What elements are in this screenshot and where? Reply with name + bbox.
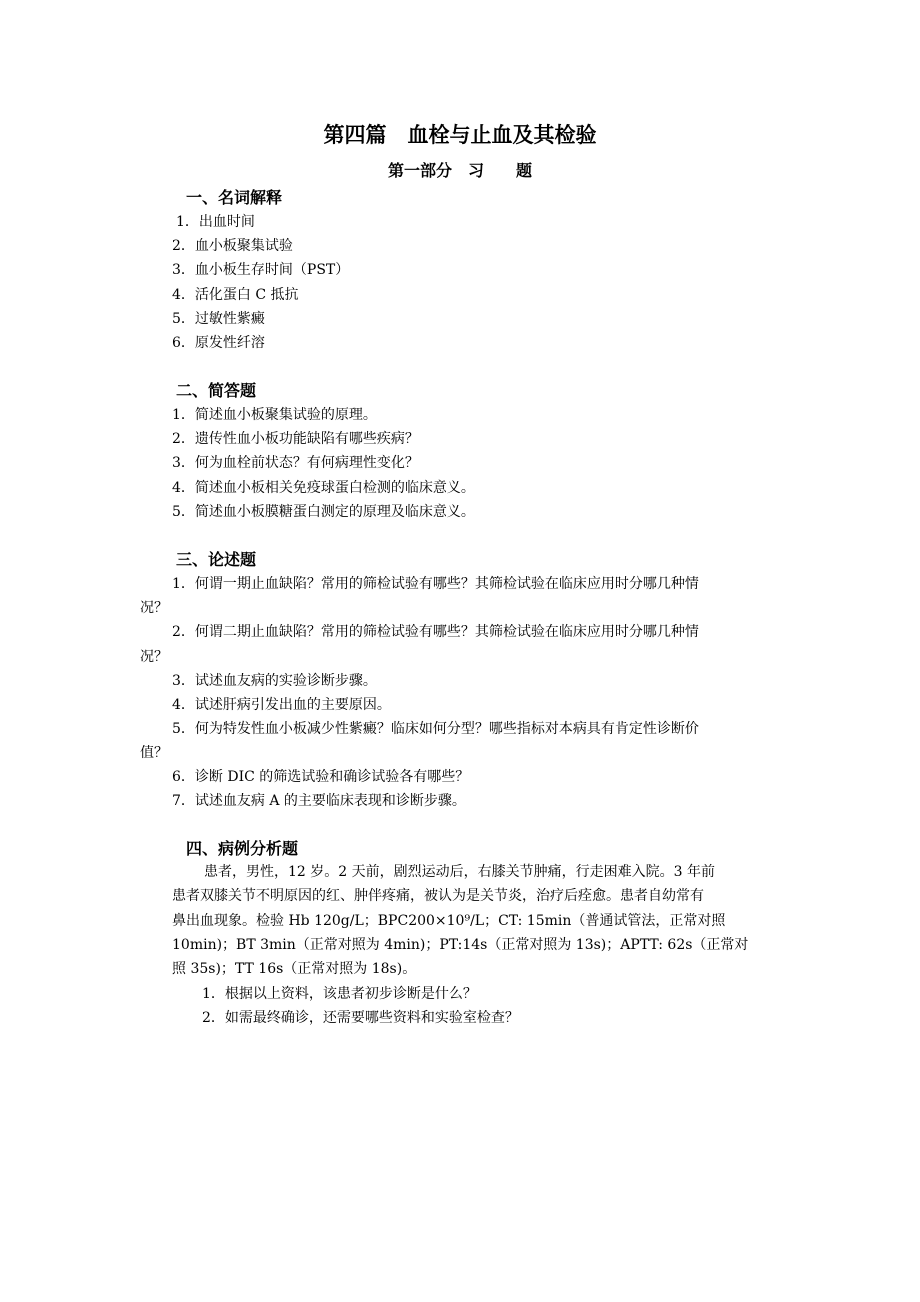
list-item: 5．过敏性紫癜 [172, 311, 265, 327]
list-item: 6．诊断 DIC 的筛选试验和确诊试验各有哪些？ [172, 769, 470, 785]
case-paragraph-line: 鼻出血现象。检验 Hb 120g/L；BPC200×10⁹/L；CT: 15min（普通试管法，正常对照 [172, 913, 726, 929]
list-item: 5．简述血小板膜糖蛋白测定的原理及临床意义。 [172, 504, 475, 520]
list-item: 1．出血时间 [176, 214, 255, 230]
section-heading-essay: 三、论述题 [176, 550, 257, 569]
case-question: 2．如需最终确诊，还需要哪些资料和实验室检查？ [202, 1010, 519, 1026]
section-heading-terms: 一、名词解释 [186, 188, 283, 207]
page-subtitle: 第一部分 习 题 [387, 161, 532, 180]
section-heading-case-analysis: 四、病例分析题 [186, 839, 299, 858]
list-item-continuation: 况？ [140, 649, 168, 665]
section-heading-short-answer: 二、简答题 [176, 381, 257, 400]
list-item: 6．原发性纤溶 [172, 335, 265, 351]
list-item: 2．何谓二期止血缺陷？常用的筛检试验有哪些？其筛检试验在临床应用时分哪几种情 [172, 624, 699, 640]
list-item: 7．试述血友病 A 的主要临床表现和诊断步骤。 [172, 793, 466, 809]
case-question: 1．根据以上资料，该患者初步诊断是什么？ [202, 986, 477, 1002]
list-item: 4．活化蛋白 C 抵抗 [172, 287, 299, 303]
list-item: 3．血小板生存时间（PST） [172, 262, 350, 278]
case-paragraph-line: 患者，男性，12 岁。2 天前，剧烈运动后，右膝关节肿痛，行走困难入院。3 年前 [204, 864, 715, 880]
list-item: 3．何为血栓前状态？有何病理性变化？ [172, 455, 419, 471]
case-paragraph-line: 照 35s)；TT 16s（正常对照为 18s)。 [172, 961, 417, 977]
list-item-continuation: 况？ [140, 600, 168, 616]
list-item-continuation: 值？ [140, 745, 168, 761]
list-item: 2．血小板聚集试验 [172, 238, 293, 254]
list-item: 4．简述血小板相关免疫球蛋白检测的临床意义。 [172, 480, 475, 496]
list-item: 1．简述血小板聚集试验的原理。 [172, 407, 377, 423]
list-item: 1．何谓一期止血缺陷？常用的筛检试验有哪些？其筛检试验在临床应用时分哪几种情 [172, 576, 699, 592]
case-paragraph-line: 10min)；BT 3min（正常对照为 4min)；PT:14s（正常对照为 13s)；APTT: 62s（正常对 [172, 937, 749, 953]
list-item: 3．试述血友病的实验诊断步骤。 [172, 673, 377, 689]
case-paragraph-line: 患者双膝关节不明原因的红、肿伴疼痛，被认为是关节炎，治疗后痊愈。患者自幼常有 [172, 888, 704, 904]
list-item: 2．遗传性血小板功能缺陷有哪些疾病？ [172, 431, 419, 447]
list-item: 5．何为特发性血小板减少性紫癜？临床如何分型？哪些指标对本病具有肯定性诊断价 [172, 721, 699, 737]
page-title: 第四篇 血栓与止血及其检验 [323, 123, 597, 147]
list-item: 4．试述肝病引发出血的主要原因。 [172, 697, 391, 713]
